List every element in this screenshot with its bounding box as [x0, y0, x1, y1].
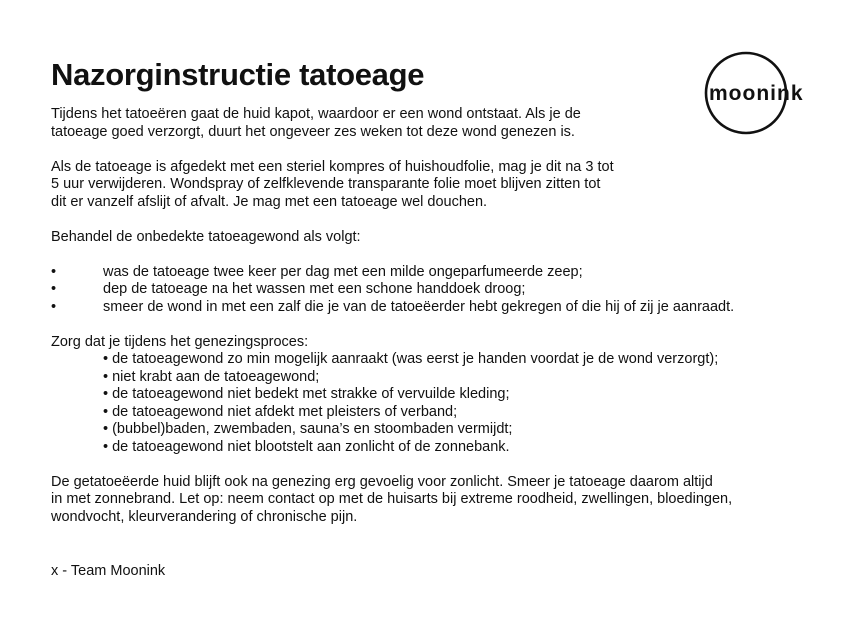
- treatment-step-text: was de tatoeage twee keer per dag met een milde ongeparfumeerde zeep;: [103, 263, 583, 280]
- treatment-step-text: dep de tatoeage na het wassen met een schone handdoek droog;: [103, 281, 526, 297]
- covering-line: dit er vanzelf afslijt of afvalt. Je mag met een tatoeage wel douchen.: [51, 193, 488, 210]
- bullet-icon: •: [51, 263, 57, 280]
- treatment-list: [51, 264, 841, 317]
- bullet-icon: •: [51, 281, 57, 297]
- instructions-body: [51, 106, 841, 526]
- treatment-intro: Behandel de onbedekte tatoeagewond als volgt:: [51, 228, 361, 245]
- paragraph-gap: [51, 211, 841, 229]
- healing-item: • (bubbel)baden, zwembaden, sauna’s en stoombaden vermijdt;: [103, 421, 513, 437]
- healing-item: • de tatoeagewond niet blootstelt aan zonlicht of de zonnebank.: [103, 438, 510, 455]
- treatment-step: [51, 264, 841, 282]
- healing-item: • niet krabt aan de tatoeagewond;: [103, 368, 320, 385]
- signoff: x - Team Moonink: [51, 563, 166, 579]
- closing-line: in met zonnebrand. Let op: neem contact op met de huisarts bij extreme roodheid, zwellingen, bloedingen,: [51, 491, 733, 507]
- covering-line: 5 uur verwijderen. Wondspray of zelfklevende transparante folie moet blijven zitten tot: [51, 176, 601, 192]
- closing-line: De getatoeëerde huid blijft ook na genezing erg gevoelig voor zonlicht. Smeer je tatoeage daarom altijd: [51, 473, 713, 490]
- intro-line: tatoeage goed verzorgt, duurt het ongeveer zes weken tot deze wond genezen is.: [51, 123, 575, 140]
- treatment-step: [51, 299, 841, 317]
- covering-line: Als de tatoeage is afgedekt met een steriel kompres of huishoudfolie, mag je dit na 3 tot: [51, 158, 614, 175]
- healing-intro: Zorg dat je tijdens het genezingsproces:: [51, 333, 309, 350]
- healing-list: [51, 351, 841, 456]
- healing-item: • de tatoeagewond niet afdekt met pleisters of verband;: [103, 403, 458, 420]
- paragraph-gap: [51, 456, 841, 474]
- closing-line: wondvocht, kleurverandering of chronische pijn.: [51, 508, 358, 525]
- paragraph-gap: [51, 246, 841, 264]
- healing-item: • de tatoeagewond niet bedekt met strakke of vervuilde kleding;: [103, 386, 510, 402]
- treatment-step-text: smeer de wond in met een zalf die je van de tatoeëerder hebt gekregen of die hij of zij je aanraadt.: [103, 298, 735, 315]
- paragraph-gap: [51, 141, 841, 159]
- paragraph-gap: [51, 316, 841, 334]
- healing-item: • de tatoeagewond zo min mogelijk aanraakt (was eerst je handen voordat je de wond verzorgt);: [103, 351, 719, 367]
- covering-paragraph: [51, 159, 841, 212]
- intro-line: Tijdens het tatoeëren gaat de huid kapot, waardoor er een wond ontstaat. Als je de: [51, 106, 581, 122]
- page-title: Nazorginstructie tatoeage: [51, 57, 425, 92]
- intro-paragraph: [51, 106, 841, 141]
- closing-paragraph: [51, 474, 841, 527]
- bullet-icon: •: [51, 298, 57, 315]
- logo-wordmark: moonink: [709, 82, 804, 105]
- treatment-step: [51, 281, 841, 299]
